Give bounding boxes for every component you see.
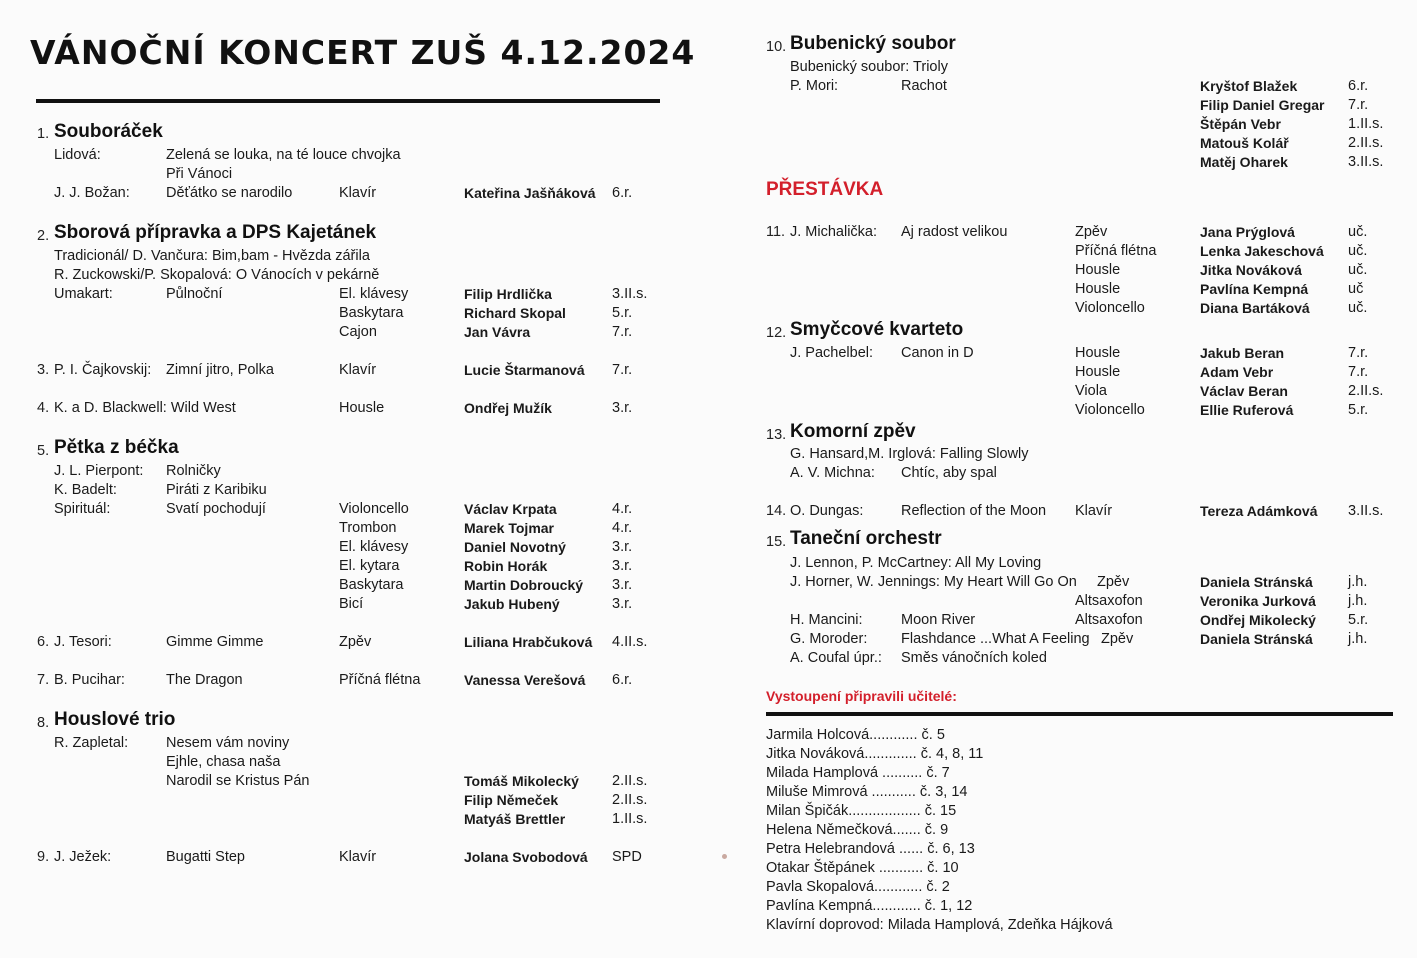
performer-grade: 2.II.s. [612,773,648,789]
performer-grade: uč [1348,281,1364,297]
performer-grade: 3.r. [612,539,633,555]
performer-grade: 3.r. [612,577,633,593]
performer-grade: 5.r. [1348,402,1369,418]
performer-name: Daniela Stránská [1200,574,1313,590]
performer-name: Matouš Kolář [1200,135,1289,151]
instrument: Příčná flétna [1075,243,1157,259]
piece-title: Aj radost velikou [901,224,1008,240]
program-line: J. Horner, W. Jennings: My Heart Will Go On [790,574,1077,590]
performer-name: Daniela Stránská [1200,631,1313,647]
performer-name: Matěj Oharek [1200,154,1288,170]
piece-title: Směs vánočních koled [901,650,1047,666]
piece-title: Moon River [901,612,976,628]
performer-grade: 7.r. [1348,97,1369,113]
instrument: Violoncello [1075,300,1145,316]
item-number: 15. [766,534,787,550]
performer-grade: 3.II.s. [1348,154,1384,170]
composer: P. I. Čajkovskij: [54,362,152,378]
teacher-entry: Jitka Nováková............. č. 4, 8, 11 [766,746,984,762]
performer-name: Lenka Jakeschová [1200,243,1324,259]
performer-grade: uč. [1348,243,1368,259]
composer: B. Pucihar: [54,672,125,688]
piece-title: Narodil se Kristus Pán [166,773,310,789]
performer-name: Robin Horák [464,558,548,574]
piece-title: Zimní jitro, Polka [166,362,274,378]
piece-title: Svatí pochodují [166,501,266,517]
performer-name: Ellie Ruferová [1200,402,1294,418]
performer-name: Liliana Hrabčuková [464,634,593,650]
performer-name: Diana Bartáková [1200,300,1310,316]
performer-grade: 3.r. [612,400,633,416]
piece-title: Bugatti Step [166,849,245,865]
composer: Lidová: [54,147,101,163]
performer-name: Jitka Nováková [1200,262,1302,278]
teacher-entry: Milada Hamplová .......... č. 7 [766,765,950,781]
teacher-entry: Otakar Štěpánek ........... č. 10 [766,860,959,876]
teacher-entry: Helena Němečková....... č. 9 [766,822,949,838]
performer-grade: 7.r. [612,324,633,340]
piece-title: Děťátko se narodilo [166,185,293,201]
instrument: Housle [1075,262,1121,278]
performer-name: Filip Hrdlička [464,286,552,302]
performer-name: Tereza Adámková [1200,503,1318,519]
composer: K. Badelt: [54,482,117,498]
performer-name: Filip Daniel Gregar [1200,97,1325,113]
section-heading: Sborová přípravka a DPS Kajetánek [54,222,377,243]
instrument: Klavír [339,185,377,201]
performer-grade: 2.II.s. [612,792,648,808]
performer-grade: uč. [1348,224,1368,240]
instrument: Altsaxofon [1075,612,1143,628]
performer-name: Martin Dobroucký [464,577,584,593]
item-number: 4. [37,400,50,416]
piece-title: Zelená se louka, na té louce chvojka [166,147,401,163]
section-heading: Souboráček [54,121,163,142]
instrument: Violoncello [339,501,409,517]
section-heading: Houslové trio [54,709,176,730]
performer-name: Daniel Novotný [464,539,566,555]
performer-name: Tomáš Mikolecký [464,773,579,789]
item-number: 3. [37,362,50,378]
piece-title: Flashdance ...What A Feeling [901,631,1090,647]
piece-title: Gimme Gimme [166,634,264,650]
composer: P. Mori: [790,78,839,94]
piece-title: The Dragon [166,672,243,688]
teacher-entry: Miluše Mimrová ........... č. 3, 14 [766,784,968,800]
performer-grade: uč. [1348,262,1368,278]
performer-name: Kateřina Jašňáková [464,185,596,201]
instrument: Violoncello [1075,402,1145,418]
item-number: 7. [37,672,50,688]
item-number: 2. [37,228,50,244]
instrument: Baskytara [339,305,404,321]
performer-grade: 6.r. [612,672,633,688]
section-heading: Komorní zpěv [790,421,916,442]
performer-name: Adam Vebr [1200,364,1274,380]
piece-title: Nesem vám noviny [166,735,290,751]
instrument: Cajon [339,324,377,340]
performer-grade: SPD [612,849,642,865]
composer: J. Ježek: [54,849,112,865]
performer-grade: 1.II.s. [1348,116,1384,132]
composer: A. V. Michna: [790,465,875,481]
instrument: El. kytara [339,558,400,574]
performer-grade: 6.r. [612,185,633,201]
piece-title: Chtíc, aby spal [901,465,997,481]
instrument: Příčná flétna [339,672,421,688]
composer: J. Tesori: [54,634,112,650]
instrument: Housle [1075,364,1121,380]
section-heading: Bubenický soubor [790,33,956,54]
instrument: Altsaxofon [1075,593,1143,609]
accompaniment-note: Klavírní doprovod: Milada Hamplová, Zdeňka Hájková [766,917,1113,933]
piece-title: Piráti z Karibiku [166,482,267,498]
performer-name: Jakub Hubený [464,596,560,612]
instrument: Viola [1075,383,1107,399]
intermission-label: PŘESTÁVKA [766,179,884,200]
composer: J. Pachelbel: [790,345,874,361]
performer-grade: uč. [1348,300,1368,316]
performer-grade: 2.II.s. [1348,383,1384,399]
performer-grade: j.h. [1348,631,1368,647]
performer-grade: 7.r. [1348,364,1369,380]
program-left-page [0,0,700,958]
teacher-entry: Pavla Skopalová............ č. 2 [766,879,950,895]
performer-grade: 7.r. [612,362,633,378]
program-line: J. Lennon, P. McCartney: All My Loving [790,555,1042,571]
instrument: Bicí [339,596,364,612]
paper-speck [722,854,727,859]
composer: O. Dungas: [790,503,864,519]
performer-name: Veronika Jurková [1200,593,1316,609]
composer: Spirituál: [54,501,111,517]
performer-name: Matyáš Brettler [464,811,566,827]
teacher-entry: Milan Špičák.................. č. 15 [766,803,957,819]
teacher-entry: Jarmila Holcová............ č. 5 [766,727,945,743]
performer-name: Filip Němeček [464,792,559,808]
performer-name: Lucie Štarmanová [464,362,585,378]
item-number: 9. [37,849,50,865]
performer-grade: 3.II.s. [612,286,648,302]
performer-name: Marek Tojmar [464,520,554,536]
performer-grade: 7.r. [1348,345,1369,361]
program-line: G. Hansard,M. Irglová: Falling Slowly [790,446,1029,462]
program-line: Bubenický soubor: Trioly [790,59,948,75]
section-heading: Taneční orchestr [790,528,942,549]
performer-grade: 5.r. [1348,612,1369,628]
instrument: El. klávesy [339,539,409,555]
instrument: Baskytara [339,577,404,593]
program-line: R. Zuckowski/P. Skopalová: O Vánocích v pekárně [54,267,380,283]
performer-grade: j.h. [1348,574,1368,590]
teachers-heading: Vystoupení připravili učitelé: [766,688,957,704]
performer-grade: 3.r. [612,596,633,612]
piece-title: Canon in D [901,345,974,361]
performer-name: Kryštof Blažek [1200,78,1298,94]
instrument: Housle [1075,345,1121,361]
performer-name: Václav Krpata [464,501,557,517]
item-number: 11. [766,224,786,240]
performer-name: Vanessa Verešová [464,672,586,688]
composer: G. Moroder: [790,631,868,647]
composer: A. Coufal úpr.: [790,650,882,666]
composer: K. a D. Blackwell: Wild West [54,400,236,416]
instrument: Housle [1075,281,1121,297]
item-number: 12. [766,325,787,341]
teacher-entry: Pavlína Kempná............ č. 1, 12 [766,898,973,914]
performer-grade: 3.II.s. [1348,503,1384,519]
performer-grade: 6.r. [1348,78,1369,94]
composer: J. J. Božan: [54,185,130,201]
composer: J. L. Pierpont: [54,463,144,479]
instrument: Zpěv [1075,224,1108,240]
performer-grade: 4.r. [612,520,633,536]
performer-name: Václav Beran [1200,383,1288,399]
item-number: 1. [37,126,50,142]
item-number: 10. [766,39,787,55]
item-number: 13. [766,427,787,443]
performer-name: Pavlína Kempná [1200,281,1309,297]
section-heading: Smyčcové kvarteto [790,319,964,340]
item-number: 8. [37,715,50,731]
item-number: 6. [37,634,50,650]
performer-name: Štěpán Vebr [1200,116,1281,132]
performer-grade: 3.r. [612,558,633,574]
performer-name: Jakub Beran [1200,345,1285,361]
item-number: 14. [766,503,787,519]
piece-title: Ejhle, chasa naša [166,754,281,770]
instrument: Klavír [1075,503,1113,519]
instrument: Housle [339,400,385,416]
composer: H. Mancini: [790,612,863,628]
performer-grade: j.h. [1348,593,1368,609]
program-title: VÁNOČNÍ KONCERT ZUŠ 4.12.2024 [30,33,696,72]
composer: J. Michalička: [790,224,878,240]
item-number: 5. [37,443,50,459]
composer: Umakart: [54,286,113,302]
performer-name: Ondřej Mikolecký [1200,612,1316,628]
instrument: Klavír [339,849,377,865]
performer-grade: 4.II.s. [612,634,648,650]
performer-name: Jolana Svobodová [464,849,588,865]
piece-title: Rolničky [166,463,221,479]
performer-grade: 2.II.s. [1348,135,1384,151]
teachers-divider [766,712,1393,716]
performer-name: Jana Prýglová [1200,224,1295,240]
instrument: Klavír [339,362,377,378]
instrument: Zpěv [339,634,372,650]
piece-title: Při Vánoci [166,166,233,182]
performer-name: Richard Skopal [464,305,566,321]
performer-grade: 4.r. [612,501,633,517]
performer-grade: 1.II.s. [612,811,648,827]
instrument: Trombon [339,520,397,536]
performer-name: Ondřej Mužík [464,400,552,416]
instrument: El. klávesy [339,286,409,302]
program-line: Tradicionál/ D. Vančura: Bim,bam - Hvězda zářila [54,248,370,264]
teacher-entry: Petra Helebrandová ...... č. 6, 13 [766,841,975,857]
performer-grade: 5.r. [612,305,633,321]
instrument: Zpěv [1097,574,1130,590]
title-divider [36,99,660,103]
piece-title: Rachot [901,78,947,94]
piece-title: Reflection of the Moon [901,503,1047,519]
composer: R. Zapletal: [54,735,129,751]
piece-title: Půlnoční [166,286,223,302]
instrument: Zpěv [1101,631,1134,647]
performer-name: Jan Vávra [464,324,531,340]
section-heading: Pětka z béčka [54,437,179,458]
